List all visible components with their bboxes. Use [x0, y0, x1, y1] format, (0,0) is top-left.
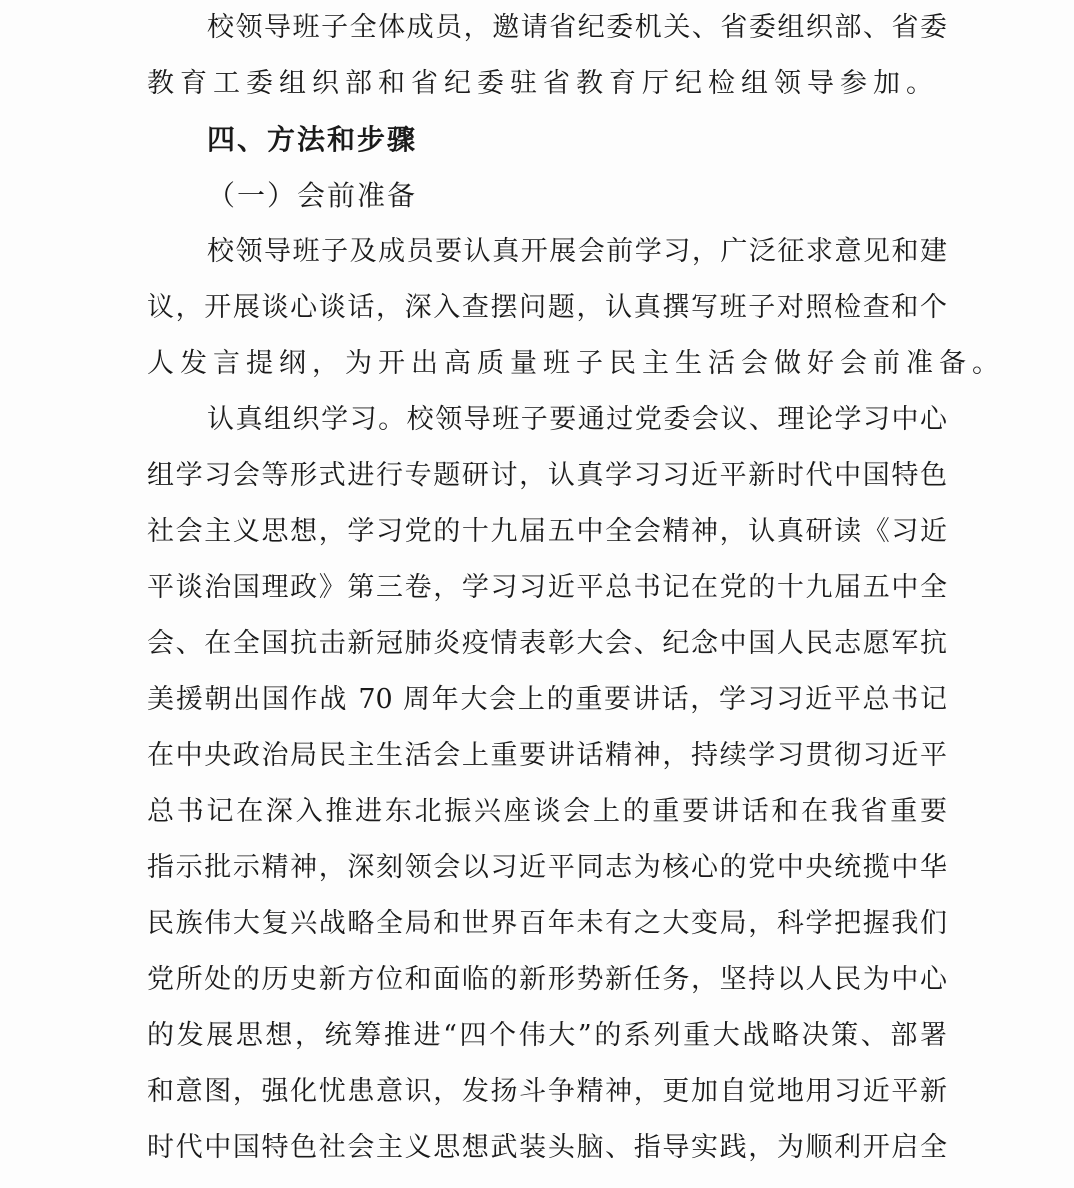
study-line-14: 时代中国特色社会主义思想武装头脑、指导实践，为顺利开启全 — [147, 1132, 947, 1163]
study-line-2: 组学习会等形式进行专题研讨，认真学习习近平新时代中国特色 — [147, 460, 947, 491]
study-line-1: 认真组织学习。校领导班子要通过党委会议、理论学习中心 — [207, 404, 947, 435]
study-line-13: 和意图，强化忧患意识，发扬斗争精神，更加自觉地用习近平新 — [147, 1076, 947, 1107]
prep-line-3: 人发言提纲，为开出高质量班子民主生活会做好会前准备。 — [147, 348, 1005, 379]
intro-line-2: 教育工委组织部和省纪委驻省教育厅纪检组领导参加。 — [147, 68, 939, 99]
study-line-4: 平谈治国理政》第三卷，学习习近平总书记在党的十九届五中全 — [147, 572, 947, 603]
study-line-5: 会、在全国抗击新冠肺炎疫情表彰大会、纪念中国人民志愿军抗 — [147, 628, 947, 659]
study-line-12: 的发展思想，统筹推进“四个伟大”的系列重大战略决策、部署 — [147, 1020, 947, 1051]
study-line-10: 民族伟大复兴战略全局和世界百年未有之大变局，科学把握我们 — [147, 908, 947, 939]
study-line-11: 党所处的历史新方位和面临的新形势新任务，坚持以人民为中心 — [147, 964, 947, 995]
study-line-6: 美援朝出国作战 70 周年大会上的重要讲话，学习习近平总书记 — [147, 684, 947, 715]
intro-line-1: 校领导班子全体成员，邀请省纪委机关、省委组织部、省委 — [207, 12, 947, 43]
subsection-heading: （一）会前准备 — [207, 179, 418, 212]
study-line-7: 在中央政治局民主生活会上重要讲话精神，持续学习贯彻习近平 — [147, 740, 947, 771]
prep-line-1: 校领导班子及成员要认真开展会前学习，广泛征求意见和建 — [207, 236, 947, 267]
prep-line-2: 议，开展谈心谈话，深入查摆问题，认真撰写班子对照检查和个 — [147, 292, 947, 323]
study-line-3: 社会主义思想，学习党的十九届五中全会精神，认真研读《习近 — [147, 516, 947, 547]
study-line-8: 总书记在深入推进东北振兴座谈会上的重要讲话和在我省重要 — [147, 796, 947, 827]
study-line-9: 指示批示精神，深刻领会以习近平同志为核心的党中央统揽中华 — [147, 852, 947, 883]
section-heading: 四、方法和步骤 — [207, 123, 418, 156]
